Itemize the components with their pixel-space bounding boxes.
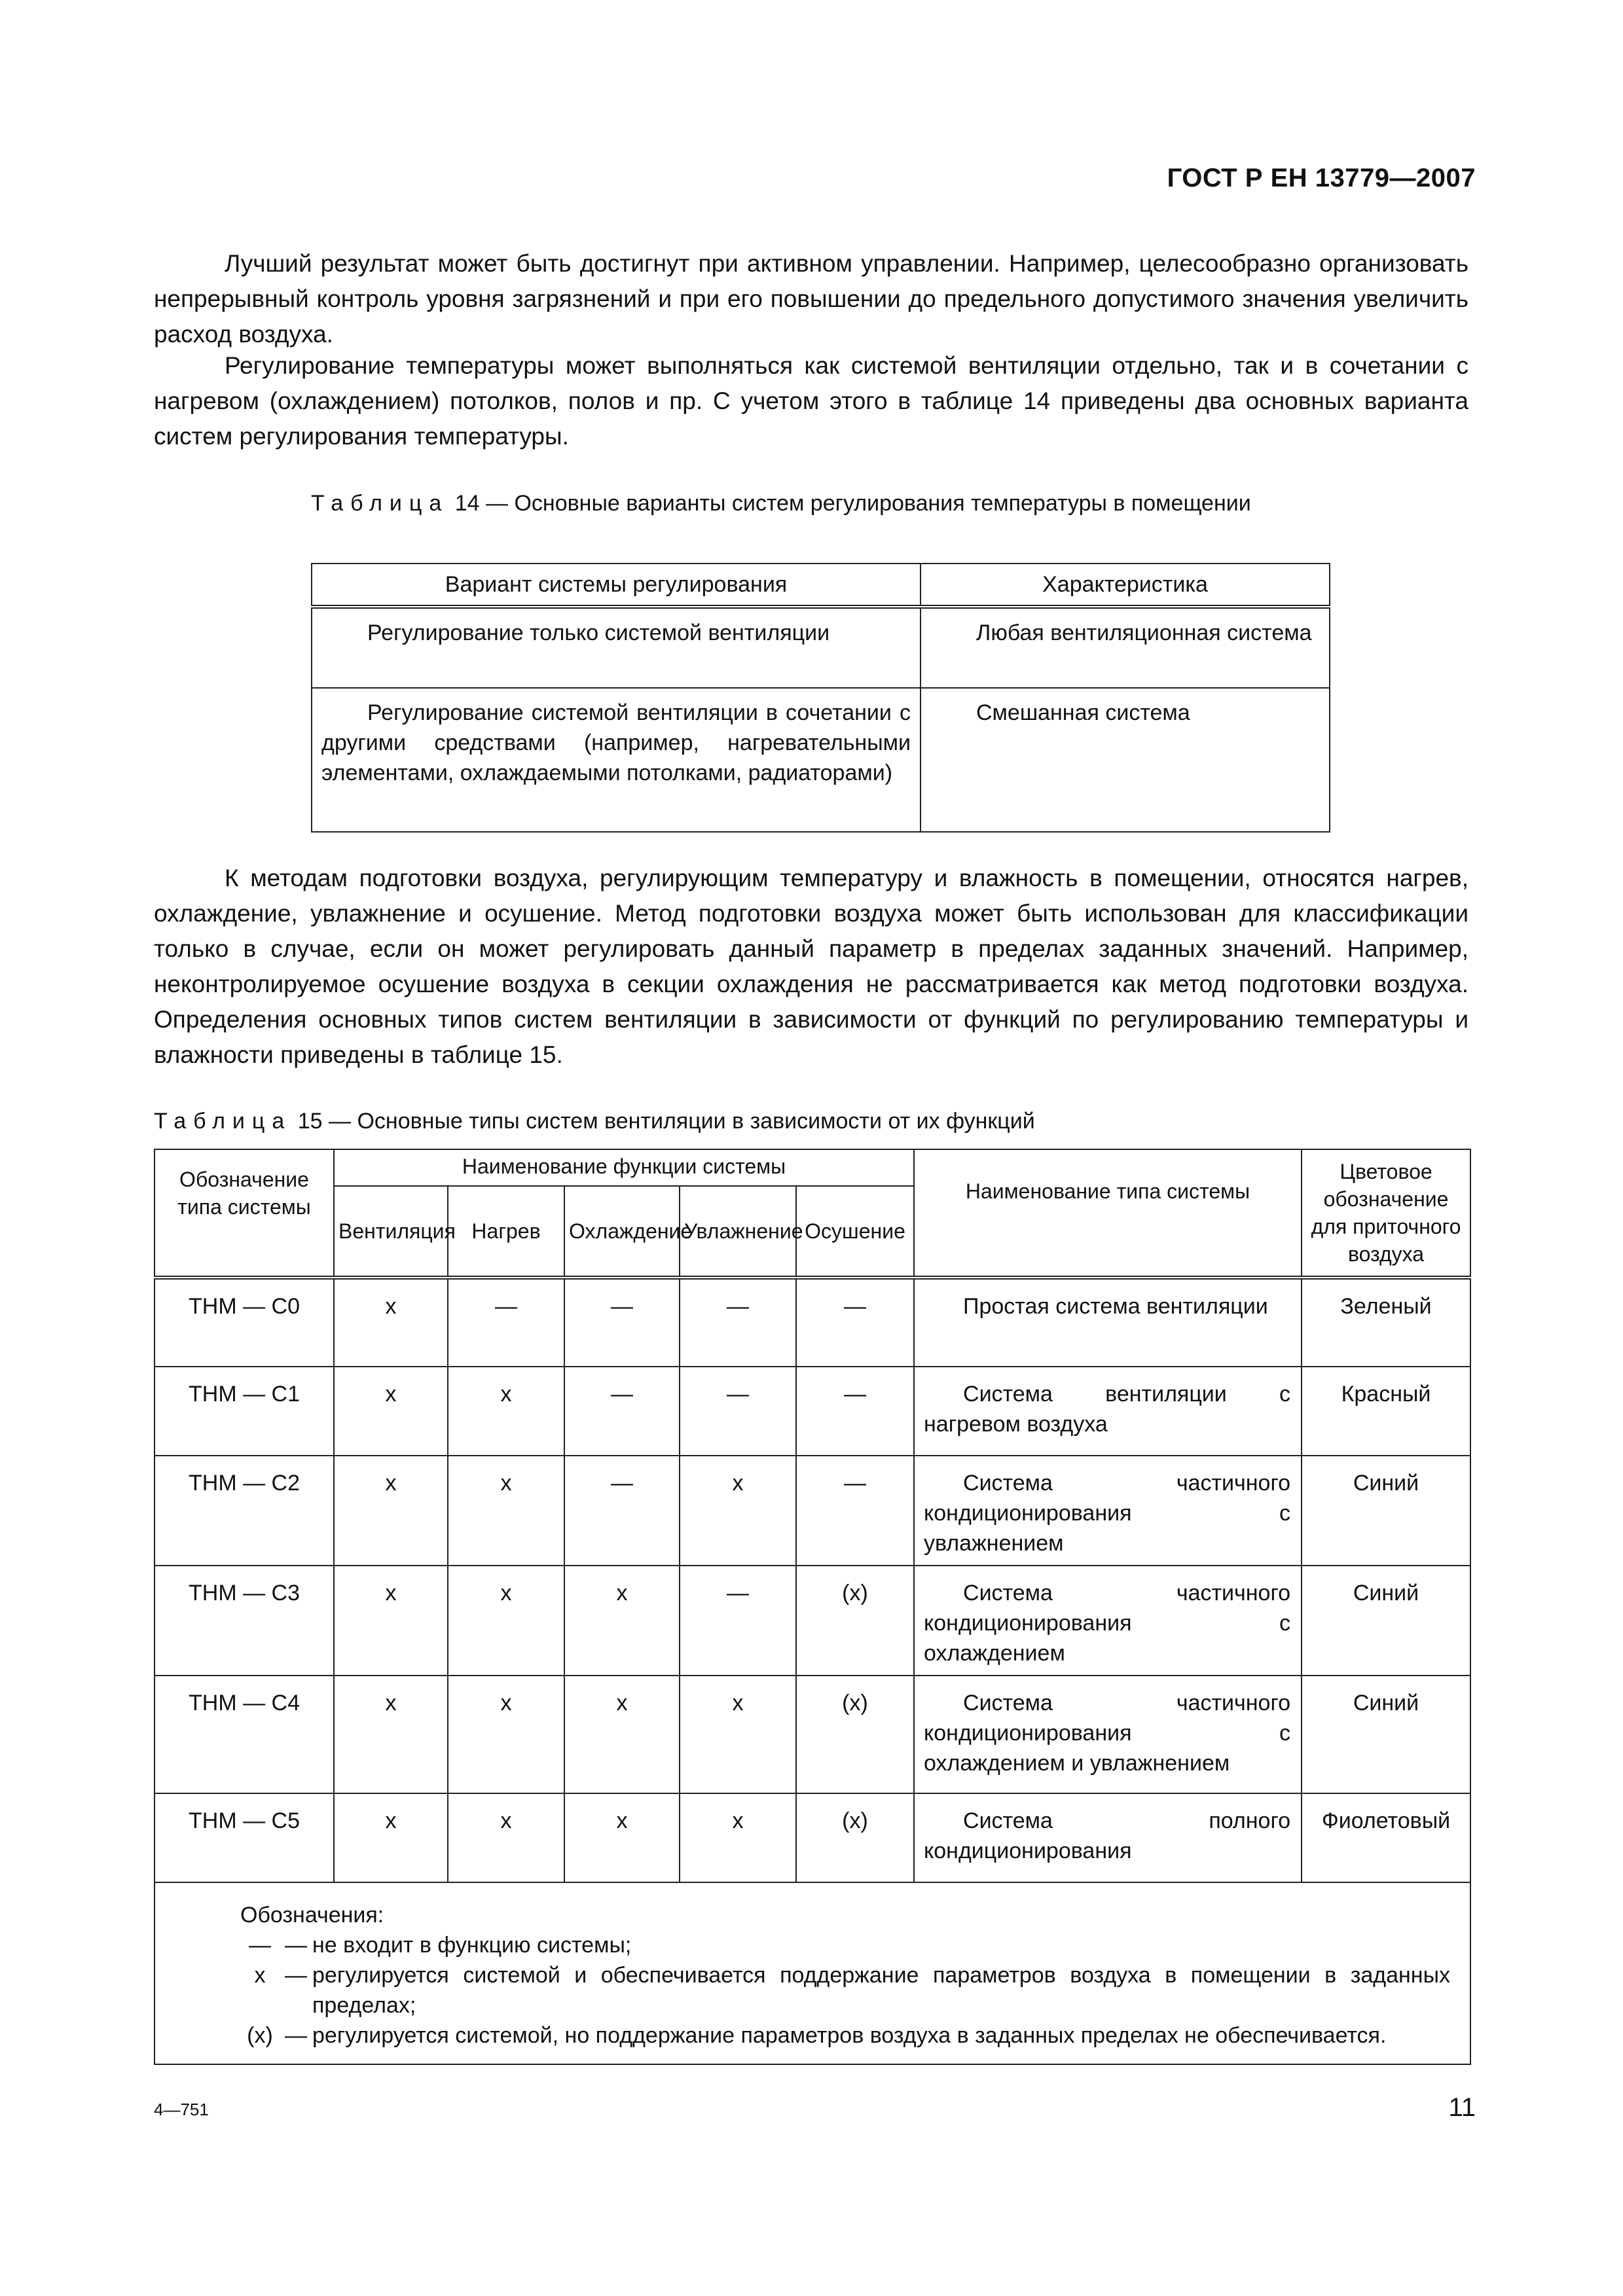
function-mark: —	[796, 1367, 914, 1456]
table-row	[155, 1676, 1470, 1793]
function-mark: x	[448, 1793, 564, 1882]
function-mark: x	[680, 1793, 796, 1882]
function-mark: x	[334, 1566, 448, 1676]
function-mark: x	[448, 1676, 564, 1793]
color-name: Зеленый	[1302, 1278, 1470, 1367]
function-mark: x	[334, 1793, 448, 1882]
system-code: THM — C3	[155, 1566, 334, 1676]
table-row	[155, 1566, 1470, 1676]
color-name: Красный	[1302, 1367, 1470, 1456]
table15-header-dehumidification: Осушение	[796, 1186, 914, 1278]
table15-header-system-name: Наименование типа системы	[914, 1149, 1302, 1278]
function-mark: —	[796, 1456, 914, 1566]
table15-header-designation: Обозначение типа системы	[155, 1149, 334, 1278]
table15-notes-row	[155, 1882, 1470, 2064]
table15-header-cooling: Охлаждение	[564, 1186, 680, 1278]
function-mark: x	[334, 1367, 448, 1456]
function-mark: x	[564, 1793, 680, 1882]
document-header: ГОСТ Р ЕН 13779—2007	[1167, 164, 1476, 192]
footer-code: 4—751	[154, 2100, 209, 2119]
system-name: Система частичного кондиционирования с охлаждением	[914, 1566, 1302, 1676]
table15-header-heating: Нагрев	[448, 1186, 564, 1278]
table-14	[311, 563, 1330, 833]
paragraph-2: Регулирование температуры может выполняться как системой вентиляции отдельно, так и в сочетании с нагревом (охлаждением) потолков, полов и пр. С учетом этого в таблице 14 приведены два основных варианта систем регулирования температуры.	[154, 352, 1468, 450]
table-15	[154, 1149, 1471, 2065]
function-mark: x	[680, 1676, 796, 1793]
color-name: Синий	[1302, 1566, 1470, 1676]
note-text: регулируется системой, но поддержание параметров воздуха в заданных пределах не обеспечивается.	[312, 2023, 1387, 2048]
system-code: THM — C1	[155, 1367, 334, 1456]
note-dash: —	[285, 1963, 307, 1988]
function-mark: —	[680, 1566, 796, 1676]
table-row	[312, 688, 1330, 832]
table15-header-humidification: Увлажнение	[680, 1186, 796, 1278]
function-mark: x	[334, 1456, 448, 1566]
function-mark: —	[796, 1278, 914, 1367]
function-mark: —	[680, 1367, 796, 1456]
paragraph-1: Лучший результат может быть достигнут при активном управлении. Например, целесообразно организовать непрерывный контроль уровня загрязнений и при его повышении до предельного допустимого значения увеличить расход воздуха.	[154, 250, 1468, 348]
function-mark: —	[448, 1278, 564, 1367]
table14-header-characteristic: Характеристика	[921, 564, 1330, 607]
function-mark: x	[448, 1367, 564, 1456]
function-mark: x	[334, 1278, 448, 1367]
table14-cell: Любая вентиляционная система	[921, 607, 1330, 688]
table-row	[155, 1367, 1470, 1456]
table-row	[155, 1456, 1470, 1566]
function-mark: x	[334, 1676, 448, 1793]
function-mark: —	[680, 1278, 796, 1367]
note-item	[240, 1960, 1450, 2020]
table-row	[312, 607, 1330, 688]
note-item	[240, 2020, 1450, 2051]
function-mark: (x)	[796, 1566, 914, 1676]
table14-cell: Смешанная система	[921, 688, 1330, 832]
function-mark: x	[680, 1456, 796, 1566]
color-name: Синий	[1302, 1456, 1470, 1566]
table14-caption-text: 14 — Основные варианты систем регулирования температуры в помещении	[454, 491, 1251, 516]
note-text: не входит в функцию системы;	[312, 1933, 632, 1958]
note-dash: —	[285, 2023, 307, 2048]
table14-cell: Регулирование системой вентиляции в сочетании с другими средствами (например, нагревательными элементами, охлаждаемыми потолками, радиаторами)	[312, 688, 921, 832]
function-mark: x	[448, 1566, 564, 1676]
color-name: Синий	[1302, 1676, 1470, 1793]
note-symbol: (x)	[247, 2023, 273, 2048]
system-name: Простая система вентиляции	[914, 1278, 1302, 1367]
table14-caption-word: Таблица	[311, 491, 449, 516]
function-mark: (x)	[796, 1793, 914, 1882]
function-mark: x	[564, 1676, 680, 1793]
table15-header-color: Цветовое обозначение для приточного воздуха	[1302, 1149, 1470, 1278]
table-row	[155, 1793, 1470, 1882]
table15-caption	[154, 1106, 1035, 1136]
table14-cell: Регулирование только системой вентиляции	[312, 607, 921, 688]
function-mark: —	[564, 1367, 680, 1456]
system-code: THM — C0	[155, 1278, 334, 1367]
table15-notes	[155, 1882, 1470, 2064]
system-name: Система полного кондиционирования	[914, 1793, 1302, 1882]
table14-caption	[311, 488, 1331, 518]
system-name: Система частичного кондиционирования с охлаждением и увлажнением	[914, 1676, 1302, 1793]
function-mark: (x)	[796, 1676, 914, 1793]
function-mark: x	[564, 1566, 680, 1676]
note-item	[240, 1930, 1450, 1960]
table15-caption-text: 15 — Основные типы систем вентиляции в зависимости от их функций	[297, 1109, 1035, 1134]
function-mark: x	[448, 1456, 564, 1566]
page-number: 11	[1448, 2093, 1476, 2122]
system-code: THM — C5	[155, 1793, 334, 1882]
color-name: Фиолетовый	[1302, 1793, 1470, 1882]
note-symbol: —	[249, 1933, 271, 1958]
system-code: THM — C2	[155, 1456, 334, 1566]
system-name: Система вентиляции с нагревом воздуха	[914, 1367, 1302, 1456]
notes-title: Обозначения:	[240, 1903, 384, 1928]
note-dash: —	[285, 1933, 307, 1958]
note-symbol: x	[254, 1963, 266, 1988]
table15-caption-word: Таблица	[154, 1109, 292, 1134]
note-text: регулируется системой и обеспечивается поддержание параметров воздуха в помещении в заданных пределах;	[312, 1963, 1451, 2018]
table14-header-variant: Вариант системы регулирования	[312, 564, 921, 607]
system-code: THM — C4	[155, 1676, 334, 1793]
function-mark: —	[564, 1278, 680, 1367]
table-row	[155, 1278, 1470, 1367]
paragraph-3: К методам подготовки воздуха, регулирующим температуру и влажность в помещении, относятся нагрев, охлаждение, увлажнение и осушение. Метод подготовки воздуха может быть использован для классификации только в случае, если он может регулировать данный параметр в пределах заданных значений. Например, неконтролируемое осушение воздуха в секции охлаждения не рассматривается как метод подготовки воздуха. Определения основных типов систем вентиляции в зависимости от функций по регулированию температуры и влажности приведены в таблице 15.	[154, 865, 1468, 1068]
table15-header-ventilation: Вентиляция	[334, 1186, 448, 1278]
system-name: Система частичного кондиционирования с увлажнением	[914, 1456, 1302, 1566]
table15-header-functions: Наименование функции системы	[334, 1149, 914, 1186]
function-mark: —	[564, 1456, 680, 1566]
